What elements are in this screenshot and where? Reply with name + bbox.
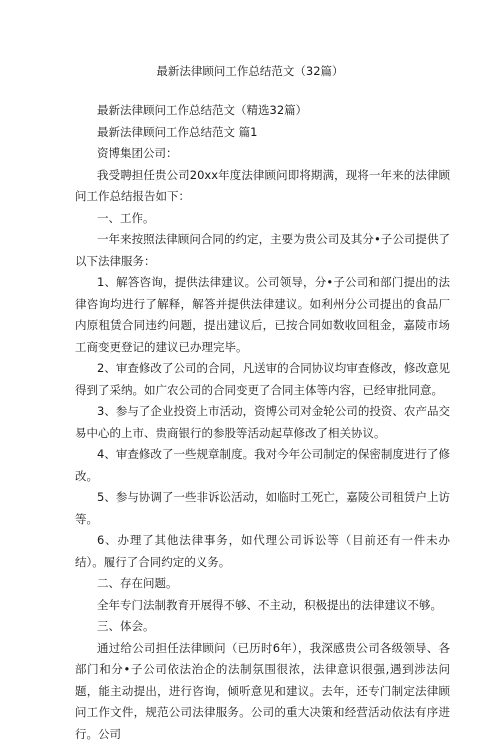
paragraph: 最新法律顾问工作总结范文（精选32篇） — [75, 100, 450, 122]
document-body — [75, 100, 450, 745]
paragraph: 一、工作。 — [75, 208, 450, 230]
paragraph: 最新法律顾问工作总结范文 篇1 — [75, 122, 450, 144]
paragraph: 二、存在问题。 — [75, 573, 450, 595]
paragraph: 3、参与了企业投资上市活动，资博公司对金轮公司的投资、农产品交易中心的上市、贵商银行的参股等活动起草修改了相关协议。 — [75, 401, 450, 444]
document-title: 最新法律顾问工作总结范文（32篇） — [50, 62, 450, 80]
paragraph: 4、审查修改了一些规章制度。我对今年公司制定的保密制度进行了修改。 — [75, 444, 450, 487]
paragraph: 三、体会。 — [75, 616, 450, 638]
paragraph: 5、参与协调了一些非诉讼活动，如临时工死亡，嘉陵公司租赁户上访等。 — [75, 487, 450, 530]
paragraph: 全年专门法制教育开展得不够、不主动，积极提出的法律建议不够。 — [75, 595, 450, 617]
paragraph: 通过给公司担任法律顾问（已历时6年），我深感贵公司各级领导、各部门和分•子公司依法治企的法制氛围很浓，法律意识很强,遇到涉法问题，能主动提出，进行咨询，倾听意见和建议。去年，还专门制定法律顾问工作文件，规范公司法律服务。公司的重大决策和经营活动依法有序进行。公司 — [75, 638, 450, 745]
paragraph: 一年来按照法律顾问合同的约定，主要为贵公司及其分•子公司提供了以下法律服务： — [75, 229, 450, 272]
paragraph: 1、解答咨询，提供法律建议。公司领导，分•子公司和部门提出的法律咨询均进行了解释，解答并提供法律建议。如利州分公司提出的食品厂内原租赁合同违约问题，提出建议后，已按合同如数收回租金，嘉陵市场工商变更登记的建议已办理完毕。 — [75, 272, 450, 358]
paragraph: 资博集团公司： — [75, 143, 450, 165]
paragraph: 我受聘担任贵公司20xx年度法律顾问即将期满，现将一年来的法律顾问工作总结报告如下： — [75, 165, 450, 208]
paragraph: 6、办理了其他法律事务，如代理公司诉讼等（目前还有一件未办结）。履行了合同约定的义务。 — [75, 530, 450, 573]
paragraph: 2、审查修改了公司的合同，凡送审的合同协议均审查修改，修改意见得到了采纳。如广农公司的合同变更了合同主体等内容，已经审批同意。 — [75, 358, 450, 401]
